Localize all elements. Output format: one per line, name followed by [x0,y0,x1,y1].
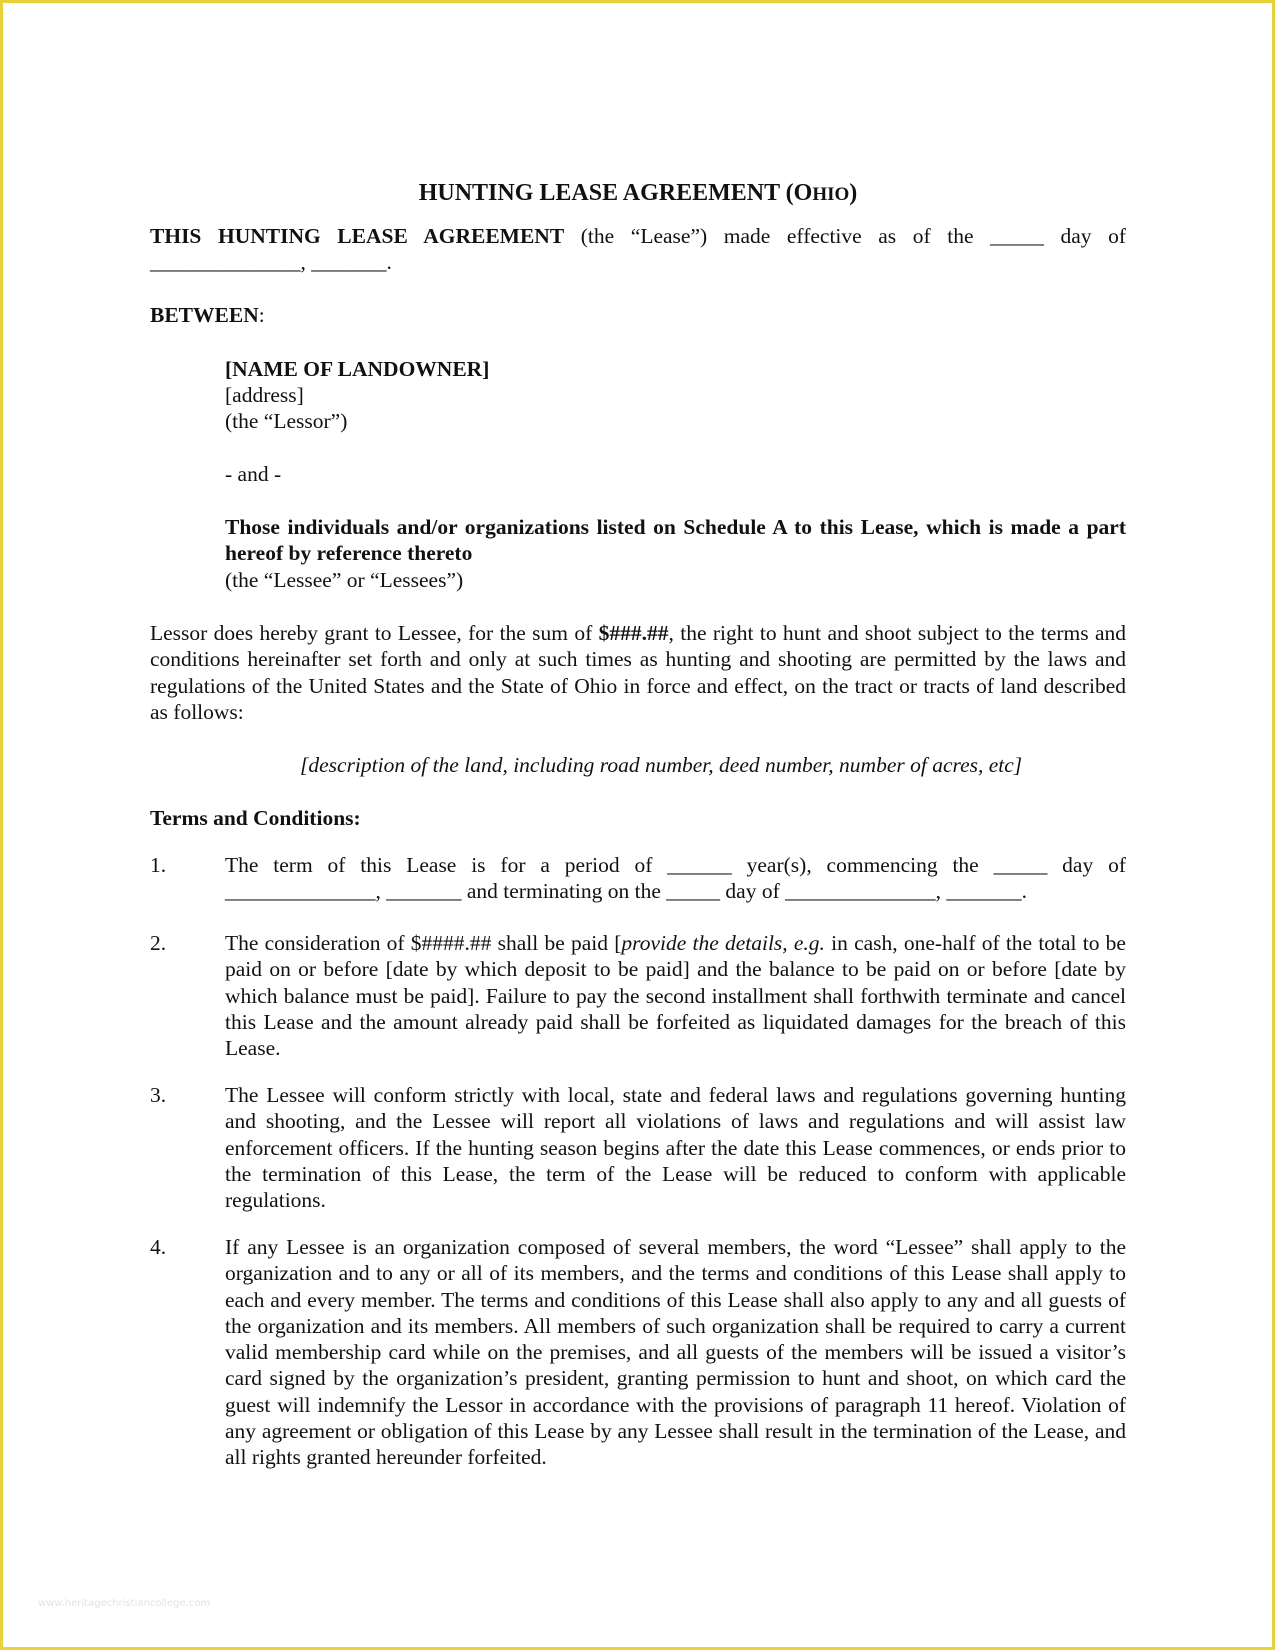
intro-line-1 [150,223,1126,249]
intro-line-2: ______________, _______. [150,250,392,275]
item-text [225,852,1126,905]
item-number: 4. [150,1235,167,1259]
item-text: The Lessee will conform strictly with local, state and federal laws and regulations governing hunting and shooting, and the Lessee will report all violations of laws and regulations and will assist law enforcement officers. If the hunting season begins after the date this Lease commences, or ends prior to the termination of this Lease, the term of the Lease will be reduced to conform with applicable regulations. [225,1083,1126,1213]
item-2-italic: provide the details, e.g. [621,931,825,955]
intro-bold: THIS HUNTING LEASE AGREEMENT [150,224,565,248]
term-item-1 [150,852,1126,905]
lessor-name: [NAME OF LANDOWNER] [225,357,490,381]
item-text: If any Lessee is an organization composed of several members, the word “Lessee” shall apply to the organization and to any or all of its members, and the terms and conditions of this Lease shall apply to each and every member. The terms and conditions of this Lease shall also apply to any and all guests of the organization and its members. All members of such organization shall be required to carry a current valid membership card while on the premises, and all guests of the members will be issued a visitor’s card signed by the organization’s president, granting permission to hunt and shoot, on which card the guest will indemnify the Lessor in accordance with the provisions of paragraph 11 hereof. Violation of any agreement or obligation of this Lease by any Lessee shall result in the termination of the Lease, and all rights granted hereunder forfeited. [225,1235,1126,1470]
grant-paragraph [150,620,1126,725]
lessor-role: (the “Lessor”) [225,409,348,433]
grant-pre: Lessor does hereby grant to Lessee, for the sum of [150,621,599,645]
between-colon: : [258,303,265,327]
between-heading [150,302,1126,328]
item-2-post: in cash, one-half of the total to be paid on or before [date by which deposit to be paid] and the balance to be paid on or before [date by which balance must be paid]. Failure to pay the second installment shall forthwith terminate and cancel this Lease and the amount already paid shall be forfeited as liquidated damages for the breach of this Lease. [225,931,1126,1061]
item-text [225,930,1126,1061]
lessor-address: [address] [225,383,304,407]
lessee-role: (the “Lessee” or “Lessees”) [225,568,464,592]
item-number: 1. [150,853,167,877]
term-item-4 [150,1234,1126,1471]
and-separator: - and - [225,462,282,486]
title-main: HUNTING LEASE AGREEMENT (O [418,180,813,206]
intro-rest: (the “Lease”) made effective as of the _____ day of [564,224,1126,248]
watermark: www.heritagechristiancollege.com [38,1598,211,1609]
item-1-line-2: ______________, _______ and terminating on the _____ day of ______________, _______. [225,879,1027,904]
terms-heading: Terms and Conditions: [150,806,361,830]
title-smallcaps: HIO [812,184,850,205]
document-title [150,178,1126,210]
item-number: 2. [150,931,167,955]
title-end: ) [849,180,858,206]
term-item-3 [150,1082,1126,1213]
item-1-line-1: The term of this Lease is for a period of ______ year(s), commencing the _____ day of [225,853,1126,877]
item-number: 3. [150,1083,167,1107]
grant-amount: $###.## [598,621,669,645]
grant-post: , the right to hunt and shoot subject to the terms and conditions hereinafter set forth and only at such times as hunting and shooting are permitted by the laws and regulations of the United States and the State of Ohio in force and effect, on the tract or tracts of land described as follows: [150,621,1126,724]
between-label: BETWEEN [150,303,259,327]
land-description-placeholder: [description of the land, including road number, deed number, number of acres, etc] [300,753,1023,777]
item-2-pre: The consideration of $####.## shall be paid [ [225,931,622,955]
intro-paragraph [150,223,1126,276]
term-item-2 [150,930,1126,1061]
lessee-description: Those individuals and/or organizations listed on Schedule A to this Lease, which is made a part hereof by reference thereto [225,515,1126,566]
